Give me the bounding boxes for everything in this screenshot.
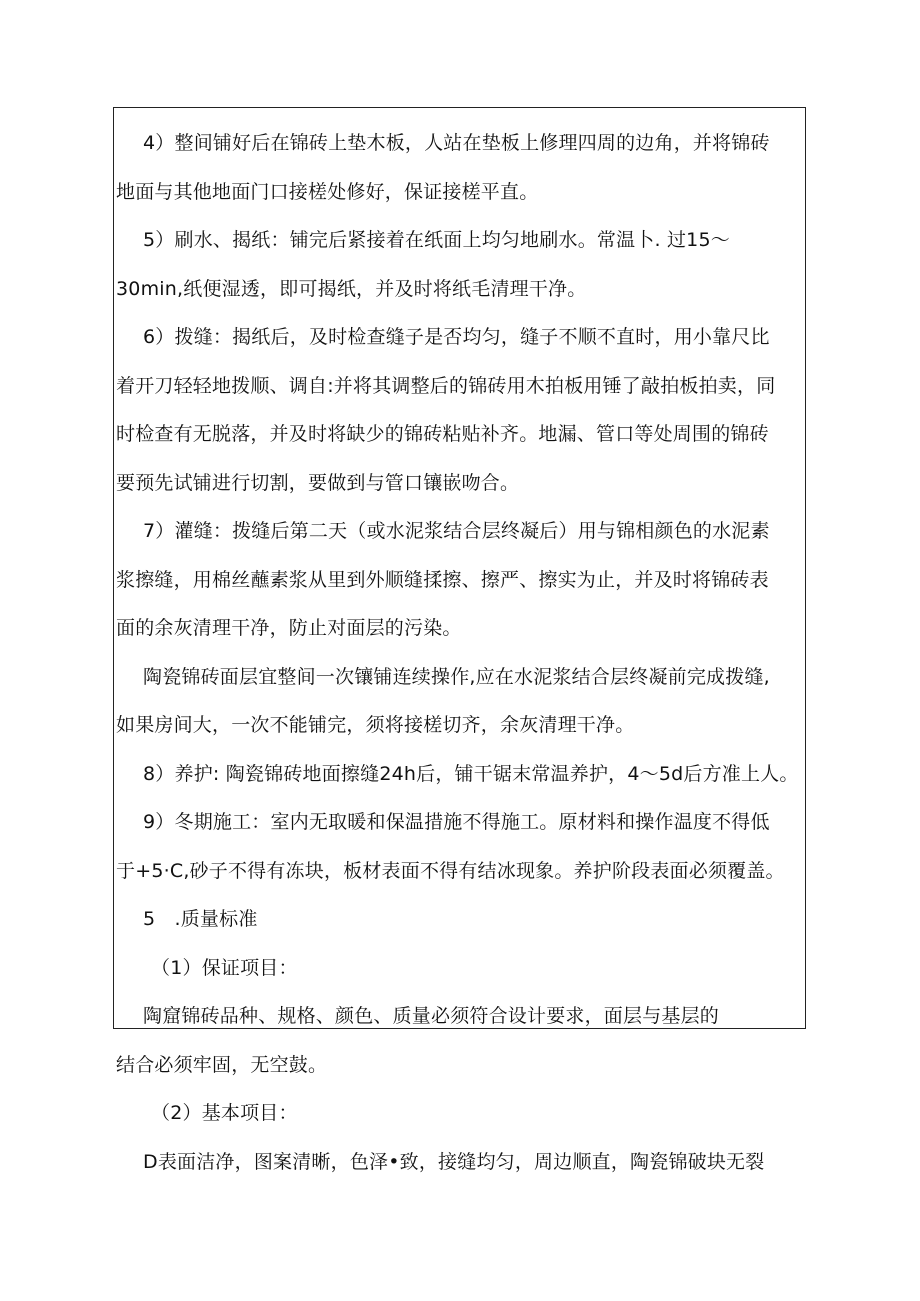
subsection-heading: （2）基本项目： <box>151 1102 298 1124</box>
text-line: 要预先试铺进行切割，要做到与管口镶嵌吻合。 <box>116 472 520 494</box>
text-line: 7）灌缝：拨缝后第二天（或水泥浆结合层终凝后）用与锦相颜色的水泥素 <box>143 520 770 542</box>
text-line: 面的余灰清理干净，防止对面层的污染。 <box>116 617 462 639</box>
text-line: 浆擦缝，用棉丝蘸素浆从里到外顺缝揉擦、擦严、擦实为止，并及时将锦砖表 <box>116 569 769 591</box>
text-line: 时检查有无脱落，并及时将缺少的锦砖粘贴补齐。地漏、管口等处周围的锦砖 <box>116 423 769 445</box>
text-line: 如果房间大，一次不能铺完，须将接槎切齐，余灰清理干净。 <box>116 714 635 736</box>
text-line: 9）冬期施工：室内无取暖和保温措施不得施工。原材料和操作温度不得低 <box>143 811 770 833</box>
text-line: 陶瓷锦砖面层宜整间一次镶铺连续操作,应在水泥浆结合层终凝前完成拨缝, <box>143 666 770 688</box>
text-line: D表面洁净，图案清晰，色泽•致，接缝均匀，周边顺直，陶瓷锦破块无裂 <box>143 1151 765 1173</box>
text-line: 着开刀轻轻地拨顺、调自:并将其调整后的锦砖用木拍板用锤了敲拍板拍卖，同 <box>116 375 776 397</box>
subsection-heading: （1）保证项目： <box>151 957 298 979</box>
section-heading: 5 .质量标准 <box>143 908 258 930</box>
text-line: 陶窟锦砖品种、规格、颜色、质量必须符合设计要求，面层与基层的 <box>143 1005 720 1027</box>
text-line: 8）养护: 陶瓷锦砖地面擦缝24h后，铺干锯末常温养护，4〜5d后方准上人。 <box>143 763 799 785</box>
text-line: 4）整间铺好后在锦砖上垫木板，人站在垫板上修理四周的边角，并将锦砖 <box>143 132 770 154</box>
text-line: 结合必须牢固，无空鼓。 <box>116 1054 328 1076</box>
text-line: 地面与其他地面门口接槎处修好，保证接槎平直。 <box>116 181 539 203</box>
text-line: 30min,纸便湿透，即可揭纸，并及时将纸毛清理干净。 <box>116 278 587 300</box>
text-line: 5）刷水、揭纸：铺完后紧接着在纸面上均匀地刷水。常温卜. 过15〜 <box>143 229 730 251</box>
text-line: 于+5·C,砂子不得有冻块，板材表面不得有结冰现象。养护阶段表面必须覆盖。 <box>116 860 785 882</box>
text-line: 6）拨缝：揭纸后，及时检查缝子是否均匀，缝子不顺不直时，用小靠尺比 <box>143 326 770 348</box>
